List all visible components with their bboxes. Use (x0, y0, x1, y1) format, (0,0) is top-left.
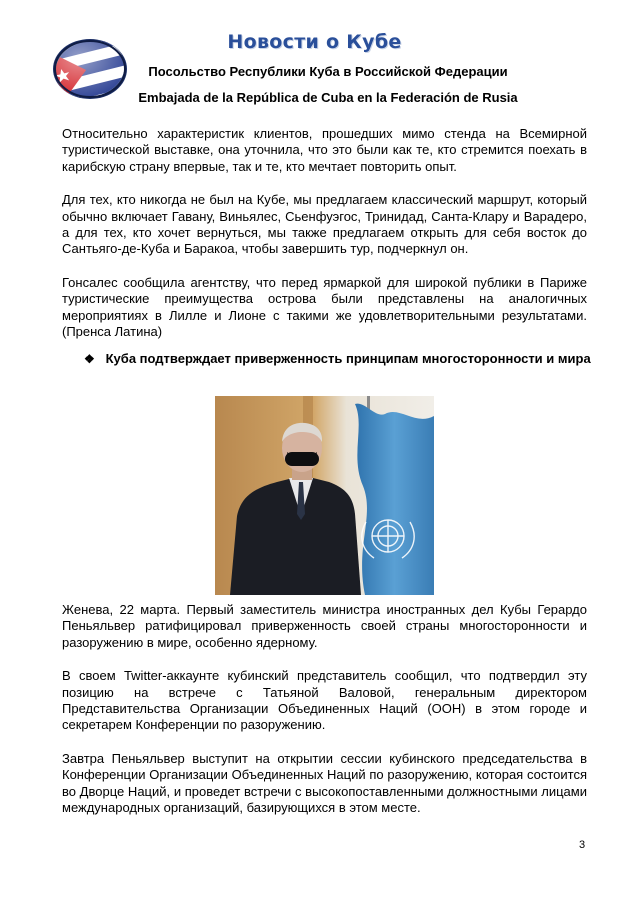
section-heading (84, 351, 594, 366)
paragraph: Завтра Пеньяльвер выступит на открытии сессии кубинского председательства в Конференции Организации Объединенных Наций по разоружению, которая состоится во Дворце Наций, и проведет встречи с высокопоставленными должностными лицами международных организаций, базирующихся в этом месте. (62, 750, 587, 816)
page-number: 3 (579, 839, 586, 851)
article-photo (215, 396, 434, 595)
section-heading-text: Куба подтверждает приверженность принципам многосторонности и мира (105, 351, 591, 366)
embassy-name-ru: Посольство Республики Куба в Российской Федерации (148, 64, 508, 79)
article-body-1 (62, 126, 587, 340)
paragraph: Гонсалес сообщила агентству, что перед ярмаркой для широкой публики в Париже туристические преимущества острова были представлены на аналогичных мероприятиях в Лилле и Лионе с такими же удовлетворительными результатами. (Пренса Латина) (62, 274, 587, 340)
embassy-name-es: Embajada de la República de Cuba en la Federación de Rusia (138, 90, 518, 105)
article-body-2 (62, 602, 587, 816)
paragraph: Женева, 22 марта. Первый заместитель министра иностранных дел Кубы Герардо Пеньяльвер ратифицировал приверженность своей страны многосторонности и разоружению в мире, особенно ядерному. (62, 602, 587, 650)
page-title: Новости о Кубе (227, 31, 402, 53)
paragraph: Для тех, кто никогда не был на Кубе, мы предлагаем классический маршрут, который обычно включает Гавану, Виньялес, Сьенфуэгос, Тринидад, Санта-Клару и Варадеро, а для тех, кто хочет вернуться, мы также предлагаем открыть для себя восток до Сантьяго-де-Куба и Баракоа, чтобы завершить тур, подчеркнул он. (62, 192, 587, 257)
paragraph: В своем Twitter-аккаунте кубинский представитель сообщил, что подтвердил эту позицию на встрече с Татьяной Валовой, генеральным директором Представительства Организации Объединенных Наций (ООН) в этом городе и секретарем Конференции по разоружению. (62, 668, 587, 733)
paragraph: Относительно характеристик клиентов, прошедших мимо стенда на Всемирной туристической выставке, она уточнила, что это были как те, кто стремится поехать в карибскую страну впервые, так и те, кто мечтает повторить опыт. (62, 126, 587, 174)
bullet-diamond-icon: ❖ (84, 352, 95, 366)
